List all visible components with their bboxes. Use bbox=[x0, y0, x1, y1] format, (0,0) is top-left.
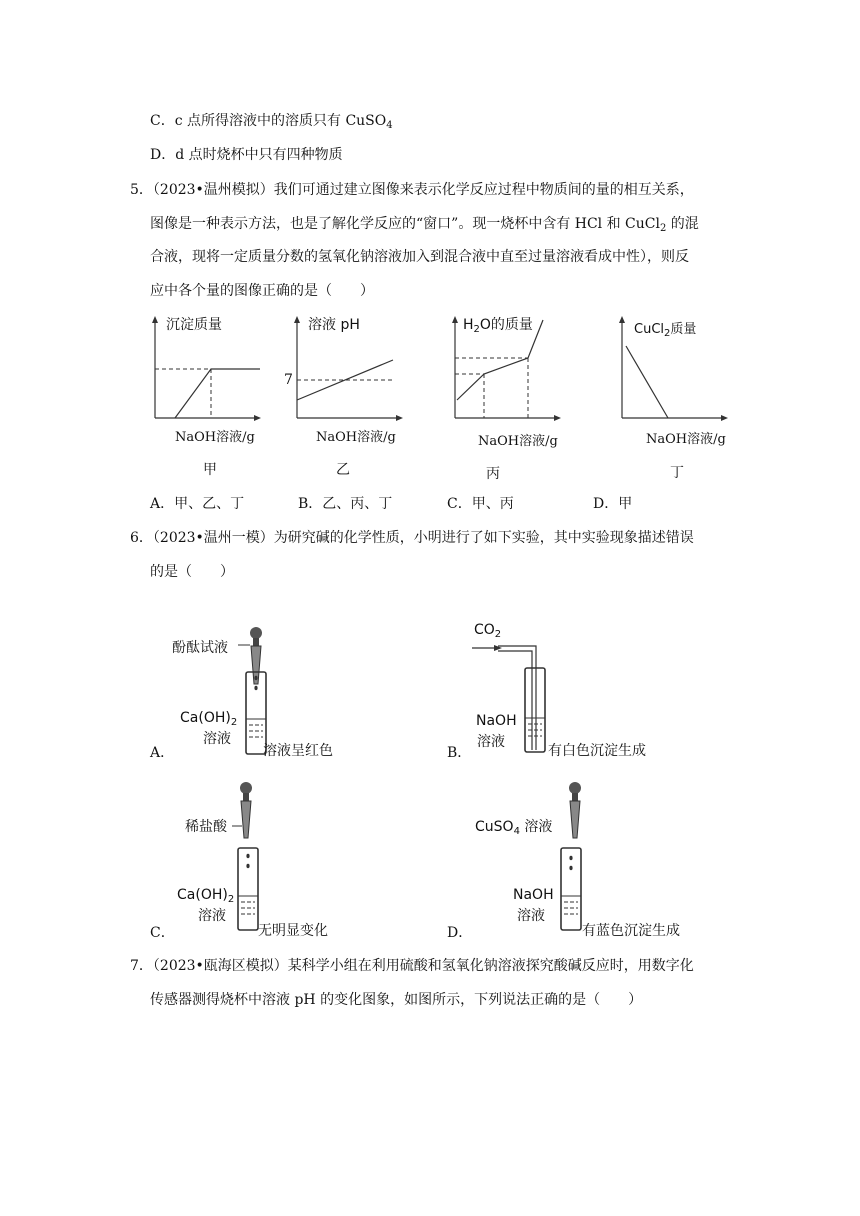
q4-option-c: C．c 点所得溶液中的溶质只有 CuSO$_4$ bbox=[150, 113, 393, 131]
graph-yi-tick-7: 7 bbox=[284, 372, 293, 388]
q5-option-b[interactable]: B．乙、丙、丁 bbox=[298, 496, 393, 512]
graph-jia-xlabel: NaOH溶液/g bbox=[175, 430, 255, 445]
experiment-c-solution-word: 溶液 bbox=[198, 908, 226, 924]
experiment-b-reagent: $CO_2$ bbox=[474, 622, 502, 640]
experiment-d-reagent: CuSO$_4$ 溶液 bbox=[475, 819, 553, 837]
graph-ding-caption: 丁 bbox=[670, 465, 684, 481]
experiment-d-letter[interactable]: D． bbox=[447, 925, 473, 941]
experiment-d-result: 有蓝色沉淀生成 bbox=[582, 923, 680, 939]
q7-stem-line2: 传感器测得烧杯中溶液 pH 的变化图象，如图所示，下列说法正确的是（ ） bbox=[150, 992, 643, 1008]
experiment-d-solution-word: 溶液 bbox=[517, 908, 545, 924]
graph-bing-ylabel: $H_2O$的质量 bbox=[463, 317, 533, 335]
q7-stem-line1: 7．（2023•瓯海区模拟）某科学小组在利用硫酸和氢氧化钠溶液探究酸碱反应时，用数字化 bbox=[130, 958, 694, 974]
experiment-c-letter[interactable]: C． bbox=[150, 925, 175, 941]
graph-yi-ylabel: 溶液 pH bbox=[308, 317, 360, 333]
q5-option-c[interactable]: C．甲、丙 bbox=[447, 496, 514, 512]
graph-bing-caption: 丙 bbox=[486, 466, 500, 482]
experiment-b-result: 有白色沉淀生成 bbox=[548, 743, 646, 759]
experiment-a-result: 溶液呈红色 bbox=[263, 743, 333, 759]
experiment-c-solution: $Ca(OH)_2$ bbox=[177, 887, 235, 905]
q5-stem-line4: 应中各个量的图像正确的是（ ） bbox=[150, 283, 374, 299]
q4-option-d: D．d 点时烧杯中只有四种物质 bbox=[150, 147, 343, 163]
graph-yi-caption: 乙 bbox=[336, 462, 350, 478]
q6-stem-line1: 6．（2023•温州一模）为研究碱的化学性质，小明进行了如下实验，其中实验现象描述错误 bbox=[130, 530, 694, 546]
experiment-c-reagent: 稀盐酸 bbox=[185, 819, 227, 835]
graph-jia-caption: 甲 bbox=[203, 462, 217, 478]
q5-option-a[interactable]: A．甲、乙、丁 bbox=[150, 496, 245, 512]
experiment-b-solution: NaOH bbox=[476, 713, 517, 729]
experiment-b-letter[interactable]: B． bbox=[447, 745, 472, 761]
q6-stem-line2: 的是（ ） bbox=[150, 564, 234, 580]
experiment-a-solution: $Ca(OH)_2$ bbox=[180, 710, 238, 728]
experiment-a-solution-word: 溶液 bbox=[203, 731, 231, 747]
q5-option-d[interactable]: D．甲 bbox=[593, 496, 633, 512]
experiment-d-solution: NaOH bbox=[513, 887, 554, 903]
experiment-c-result: 无明显变化 bbox=[258, 923, 328, 939]
experiment-a-reagent: 酚酞试液 bbox=[172, 640, 228, 656]
experiment-a-pointer bbox=[238, 642, 250, 648]
experiment-b-solution-word: 溶液 bbox=[477, 734, 505, 750]
graph-jia-ylabel: 沉淀质量 bbox=[166, 317, 222, 333]
graph-ding-xlabel: NaOH溶液/g bbox=[646, 432, 726, 447]
q5-stem-line1: 5．（2023•温州模拟）我们可通过建立图像来表示化学反应过程中物质间的量的相互关系， bbox=[130, 182, 694, 198]
graph-yi-xlabel: NaOH溶液/g bbox=[316, 430, 396, 445]
experiment-a-letter[interactable]: A． bbox=[150, 745, 175, 761]
q5-stem-line3: 合液，现将一定质量分数的氢氧化钠溶液加入到混合液中直至过量溶液看成中性），则反 bbox=[150, 249, 689, 265]
q5-stem-line2: 图像是一种表示方法，也是了解化学反应的“窗口”。现一烧杯中含有 HCl 和 CuCl$_2$ 的混 bbox=[150, 216, 699, 234]
graph-ding-ylabel: CuCl$_2$质量 bbox=[634, 322, 697, 339]
graph-bing-xlabel: NaOH溶液/g bbox=[478, 434, 558, 449]
experiment-c-pointer bbox=[232, 823, 242, 829]
